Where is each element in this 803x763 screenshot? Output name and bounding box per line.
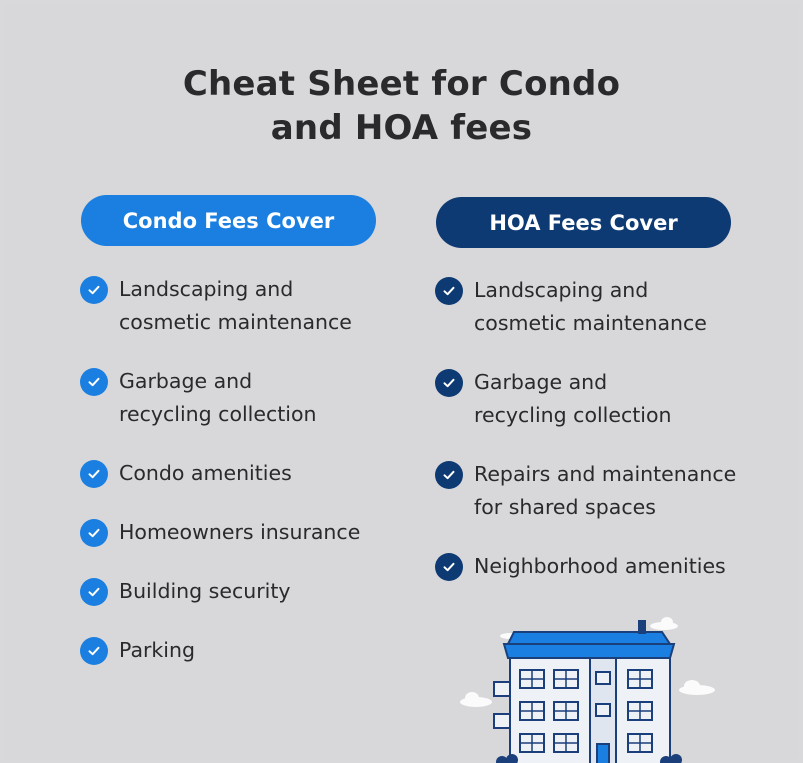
check-circle-icon: [435, 369, 463, 397]
list-item: [80, 275, 410, 339]
list-item-label: Homeowners insurance: [119, 520, 361, 544]
list-item-label: Garbage and recycling collection: [474, 370, 672, 427]
list-item: [435, 460, 765, 524]
title-line-2: and HOA fees: [270, 108, 533, 148]
list-item-label: Condo amenities: [119, 461, 292, 485]
list-item-label: Landscaping and cosmetic maintenance: [474, 278, 707, 335]
condo-fees-header: Condo Fees Cover: [81, 195, 376, 246]
list-item: [435, 276, 765, 340]
apartment-building-illustration: [452, 616, 732, 763]
list-item-label: Parking: [119, 638, 196, 662]
check-circle-icon: [80, 519, 108, 547]
check-circle-icon: [435, 277, 463, 305]
check-circle-icon: [80, 460, 108, 488]
list-item-label: Neighborhood amenities: [474, 554, 726, 578]
list-item: [80, 577, 410, 608]
check-circle-icon: [80, 578, 108, 606]
list-item: [80, 636, 410, 667]
check-circle-icon: [435, 553, 463, 581]
list-item: [435, 552, 765, 583]
list-item-label: Garbage and recycling collection: [119, 369, 317, 426]
check-circle-icon: [80, 637, 108, 665]
list-item: [80, 518, 410, 549]
check-circle-icon: [80, 368, 108, 396]
list-item-label: Repairs and maintenance for shared spaces: [474, 462, 737, 519]
infographic-card: [4, 4, 799, 759]
check-circle-icon: [435, 461, 463, 489]
list-item-label: Building security: [119, 579, 291, 603]
list-item: [435, 368, 765, 432]
page-title: [4, 62, 799, 150]
list-item: [80, 367, 410, 431]
check-circle-icon: [80, 276, 108, 304]
list-item-label: Landscaping and cosmetic maintenance: [119, 277, 352, 334]
title-line-1: Cheat Sheet for Condo: [182, 64, 621, 104]
list-item: [80, 459, 410, 490]
hoa-fees-header: HOA Fees Cover: [436, 197, 731, 248]
